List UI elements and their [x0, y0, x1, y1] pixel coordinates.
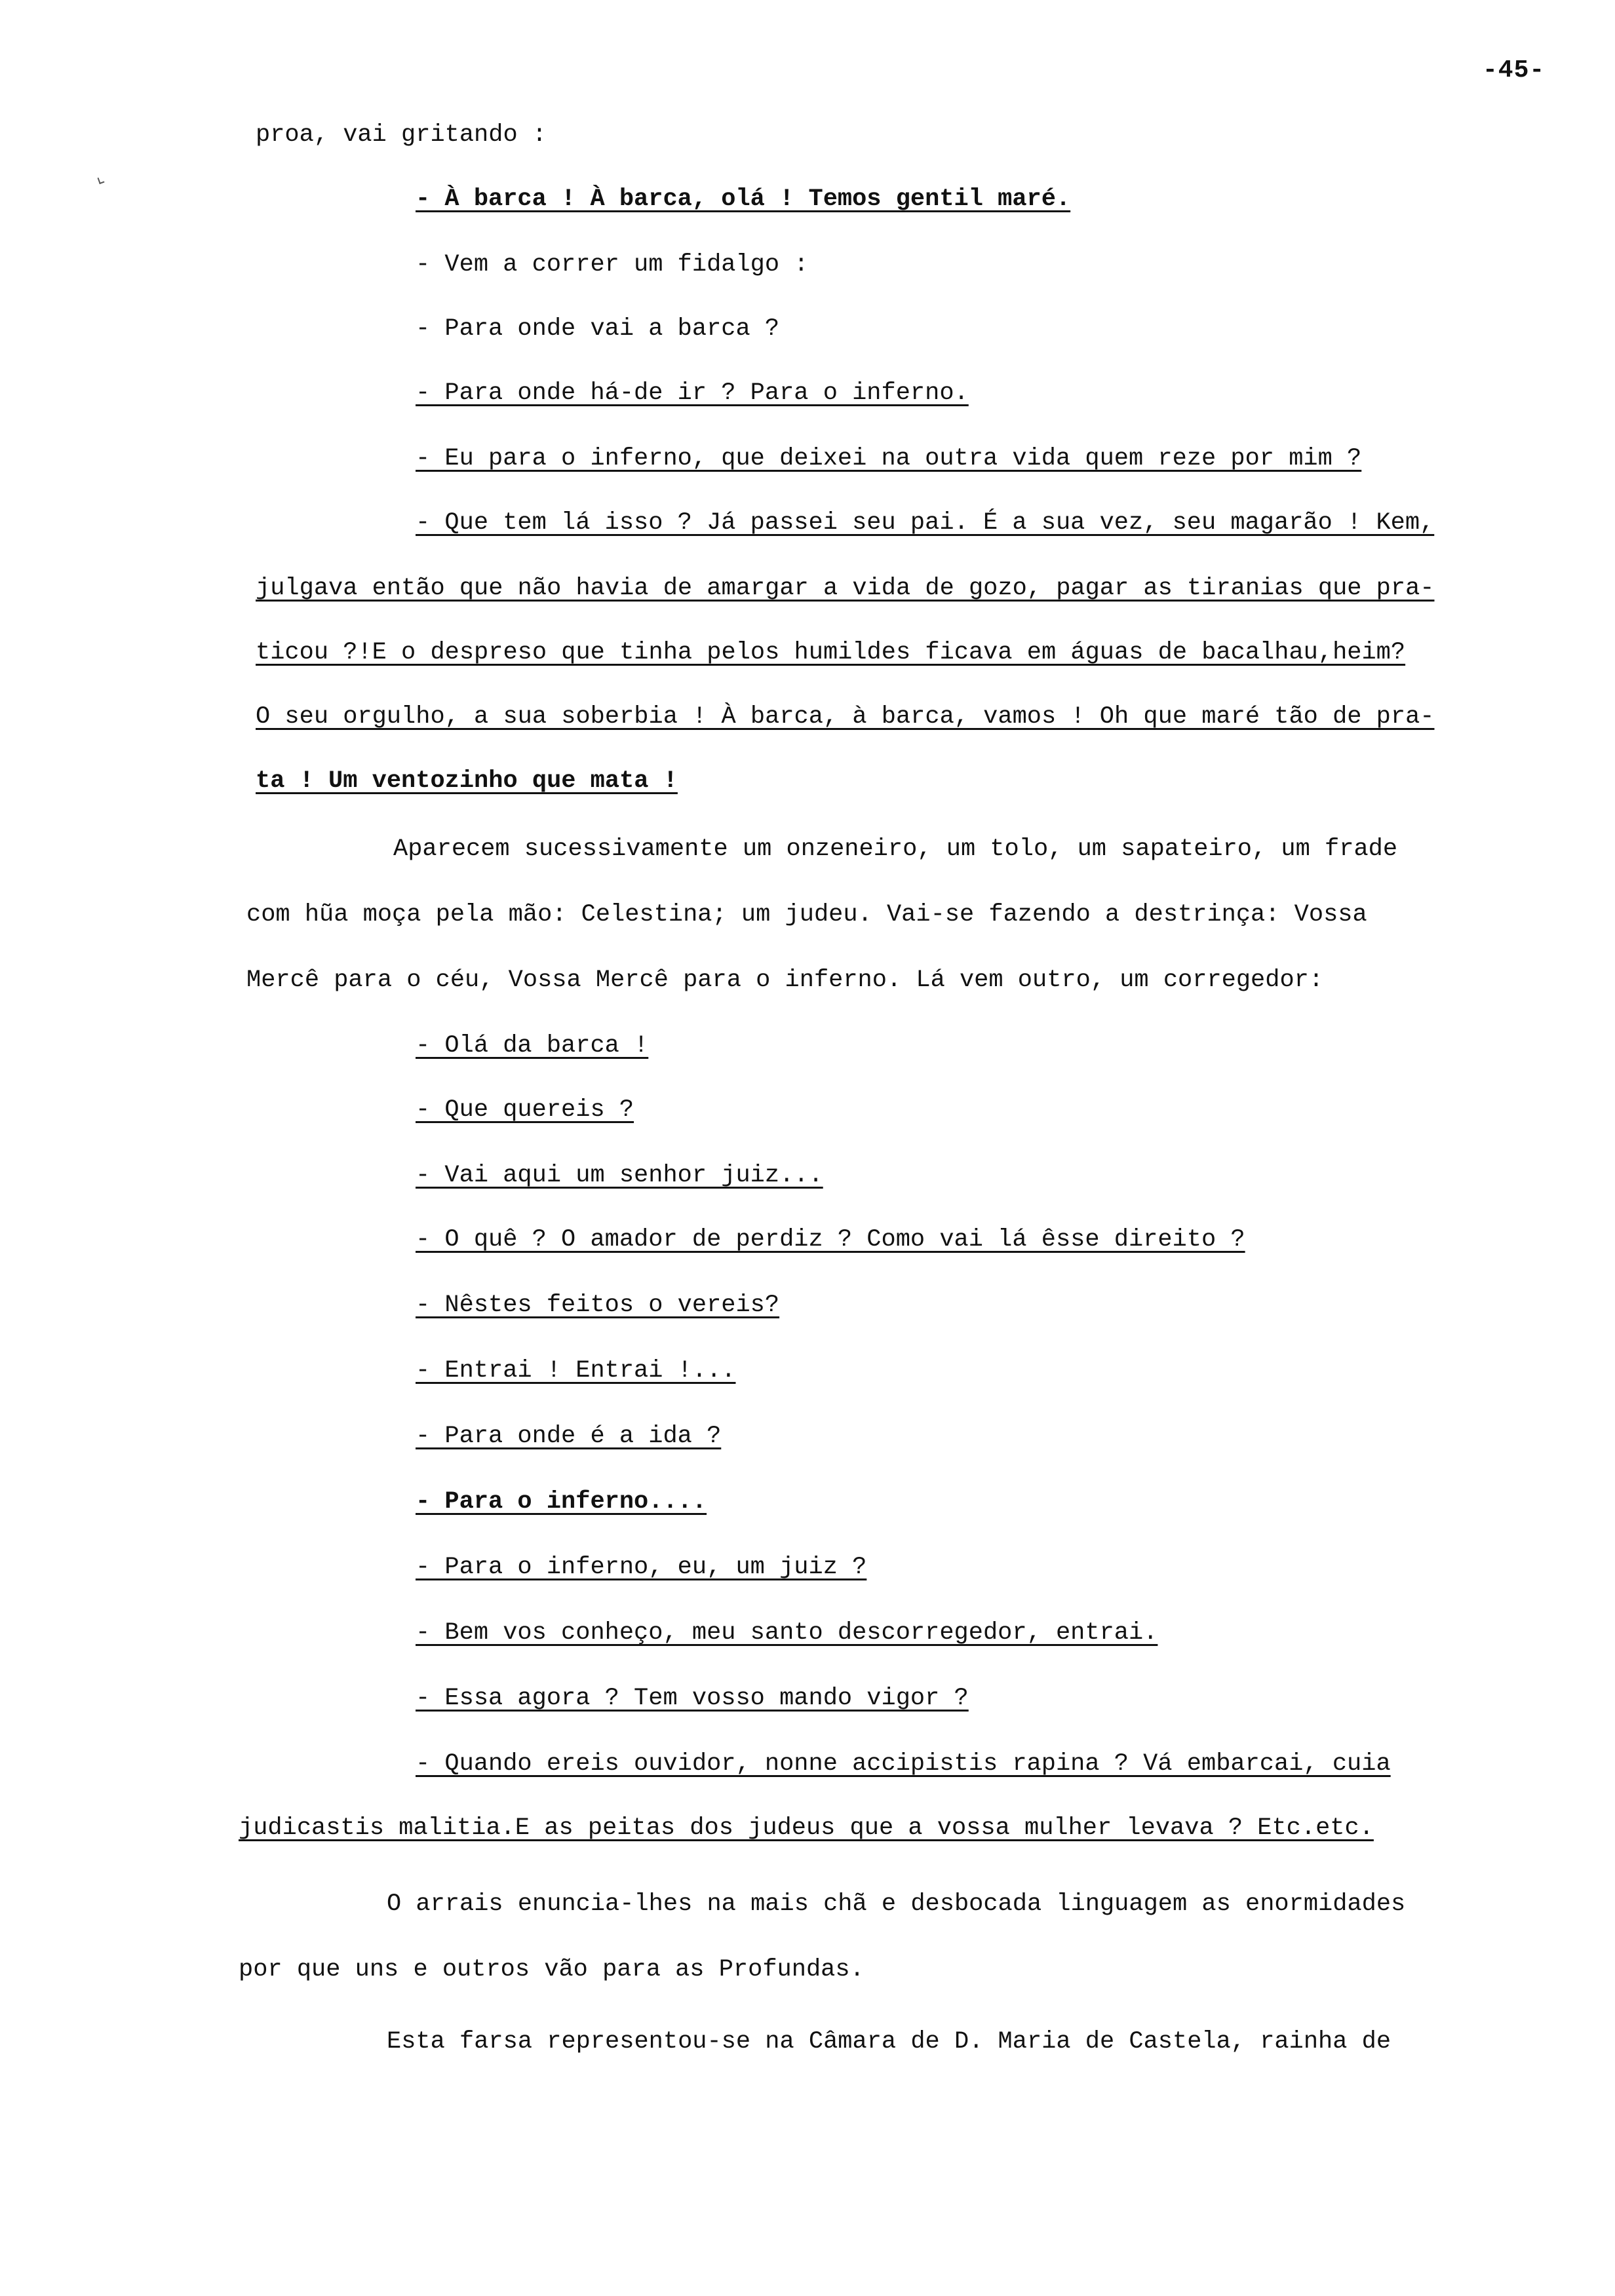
dialogue-line: - Essa agora ? Tem vosso mando vigor ? [416, 1685, 969, 1712]
dialogue-line: - Nêstes feitos o vereis? [416, 1292, 780, 1319]
dialogue-line: - Entrai ! Entrai !... [416, 1357, 736, 1385]
dialogue-line: - Quando ereis ouvidor, nonne accipistis rapina ? Vá embarcai, cuia [416, 1750, 1391, 1778]
paragraph-line: Aparecem sucessivamente um onzeneiro, um tolo, um sapateiro, um frade [393, 835, 1398, 863]
dialogue-line: judicastis malitia.E as peitas dos judeus que a vossa mulher levava ? Etc.etc. [239, 1814, 1374, 1842]
dialogue-line: - Para onde vai a barca ? [416, 315, 780, 343]
dialogue-line: - Eu para o inferno, que deixei na outra vida quem reze por mim ? [416, 445, 1362, 472]
page-number: -45- [1483, 56, 1546, 85]
dialogue-line: - Para onde é a ida ? [416, 1423, 722, 1450]
dialogue-line: ticou ?!E o despreso que tinha pelos humildes ficava em águas de bacalhau,heim? [256, 639, 1406, 666]
dialogue-line: - Olá da barca ! [416, 1032, 649, 1060]
dialogue-line: - Vem a correr um fidalgo : [416, 251, 809, 278]
paragraph-line: Mercê para o céu, Vossa Mercê para o inferno. Lá vem outro, um corregedor: [246, 966, 1324, 994]
dialogue-line: ta ! Um ventozinho que mata ! [256, 767, 678, 795]
text-line: proa, vai gritando : [256, 121, 547, 149]
dialogue-line: - O quê ? O amador de perdiz ? Como vai lá êsse direito ? [416, 1226, 1245, 1253]
dialogue-line: - Vai aqui um senhor juiz... [416, 1162, 823, 1189]
dialogue-line: - Bem vos conheço, meu santo descorregedor, entrai. [416, 1619, 1158, 1647]
dialogue-line: - Para o inferno.... [416, 1488, 707, 1516]
dialogue-line: - À barca ! À barca, olá ! Temos gentil maré. [416, 185, 1071, 213]
paragraph-line: por que uns e outros vão para as Profundas. [239, 1956, 865, 1983]
paragraph-line: O arrais enuncia-lhes na mais chã e desbocada linguagem as enormidades [387, 1890, 1406, 1918]
dialogue-line: - Para o inferno, eu, um juiz ? [416, 1554, 867, 1581]
stray-mark [98, 176, 105, 184]
dialogue-line: - Que quereis ? [416, 1096, 634, 1124]
dialogue-line: - Que tem lá isso ? Já passei seu pai. É a sua vez, seu magarão ! Kem, [416, 509, 1435, 537]
paragraph-line: com hũa moça pela mão: Celestina; um judeu. Vai-se fazendo a destrinça: Vossa [246, 901, 1367, 928]
dialogue-line: O seu orgulho, a sua soberbia ! À barca, à barca, vamos ! Oh que maré tão de pra- [256, 703, 1435, 731]
dialogue-line: julgava então que não havia de amargar a vida de gozo, pagar as tiranias que pra- [256, 575, 1435, 602]
paragraph-line: Esta farsa representou-se na Câmara de D. Maria de Castela, rainha de [387, 2028, 1391, 2056]
dialogue-line: - Para onde há-de ir ? Para o inferno. [416, 379, 969, 407]
